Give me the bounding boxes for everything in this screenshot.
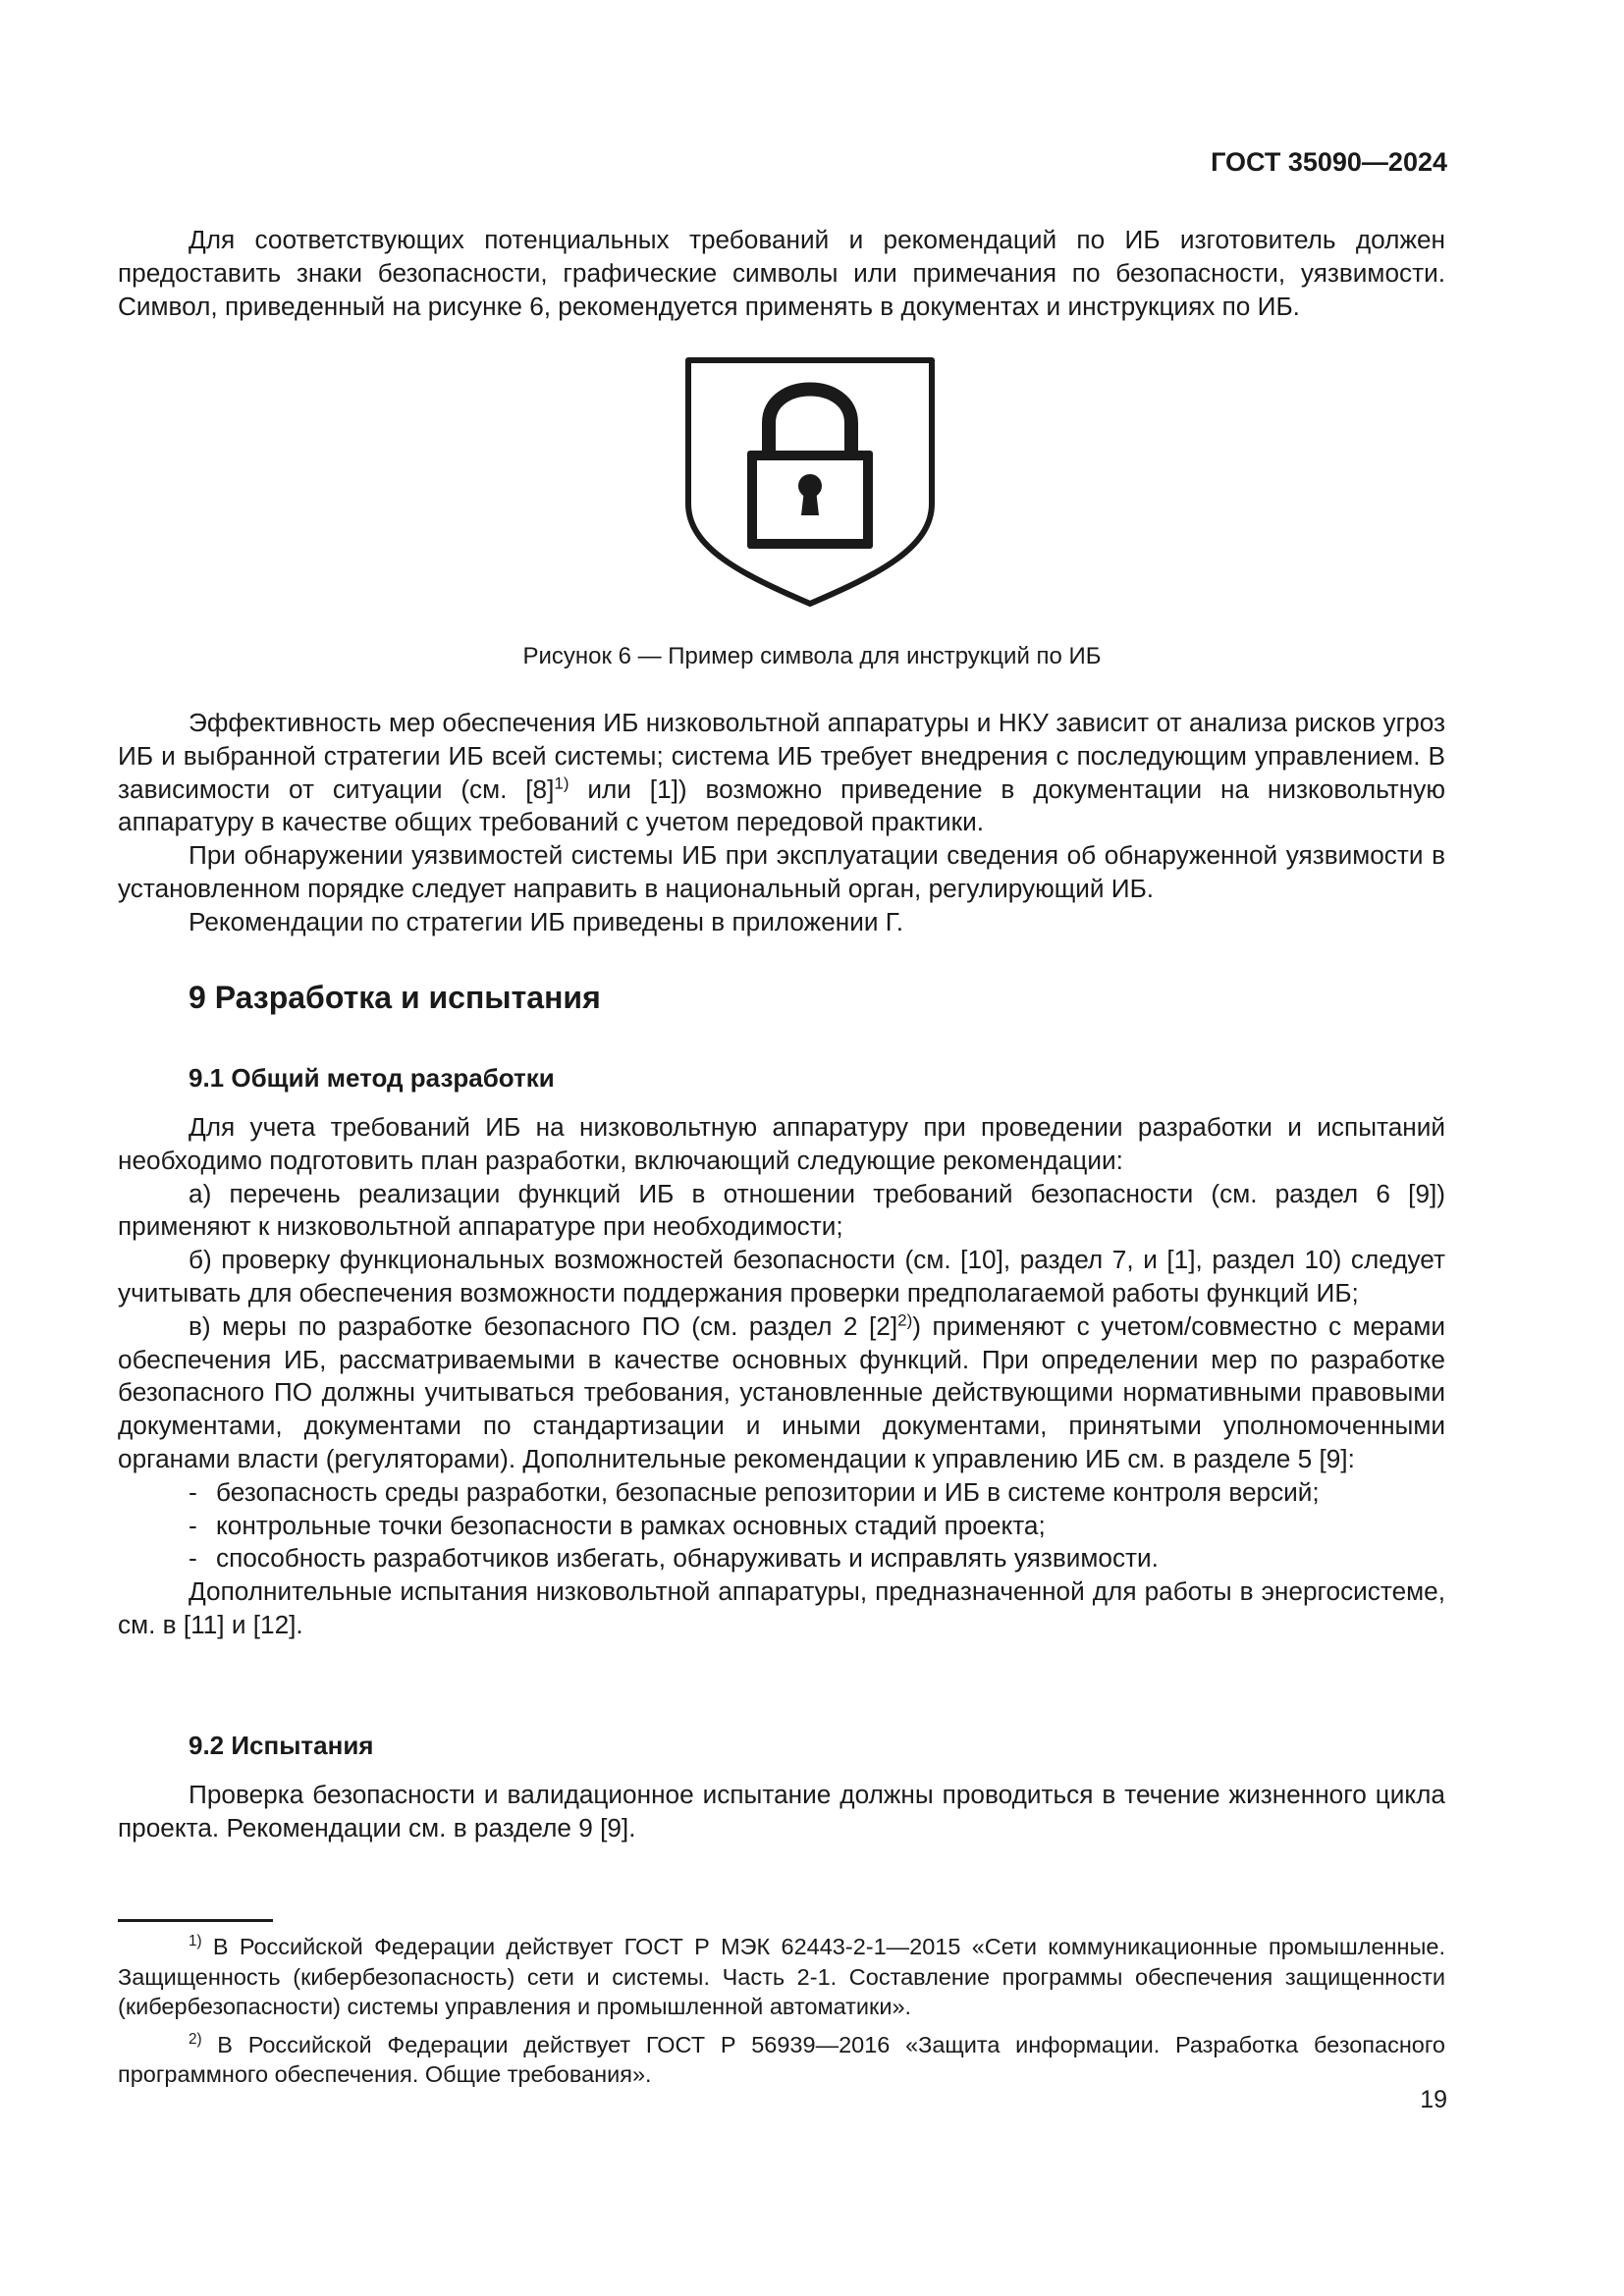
shield-lock-icon	[682, 356, 938, 612]
intro-block	[118, 224, 1445, 323]
strategy-paragraph: Рекомендации по стратегии ИБ приведены в приложении Г.	[189, 906, 904, 936]
subsection-9-1-body	[118, 1111, 1445, 1642]
figure-caption: Рисунок 6 — Пример символа для инструкций по ИБ	[522, 643, 1102, 669]
footnote-2: $^{2)}$ В Российской Федерации действует ГОСТ Р 56939—2016 «Защита информации. Разработка безопасного программного обеспечения. Общие требования».	[118, 2030, 1445, 2087]
footnote-separator	[118, 1919, 273, 1922]
footnotes	[118, 1932, 1445, 2090]
subsection-9-2-body	[118, 1779, 1445, 1845]
dash-list-item: - контрольные точки безопасности в рамках основных стадий проекта;	[189, 1510, 1046, 1540]
list-item-b: б) проверку функциональных возможностей безопасности (см. [10], раздел 7, и [1], раздел 10) следует учитывать для обеспечения возможности поддержания проверки предполагаемой работы функций ИБ;	[118, 1245, 1445, 1308]
testing-paragraph: Проверка безопасности и валидационное испытание должны проводиться в течение жизненного цикла проекта. Рекомендации см. в разделе 9 [9].	[118, 1780, 1445, 1842]
document-code-header: ГОСТ 35090—2024	[1211, 147, 1447, 177]
dash-list-item: - способность разработчиков избегать, обнаруживать и исправлять уязвимости.	[189, 1543, 1159, 1574]
section-9-title: 9 Разработка и испытания	[189, 980, 601, 1015]
effectiveness-paragraph: Эффективность мер обеспечения ИБ низковольтной аппаратуры и НКУ зависит от анализа рисков угроз ИБ и выбранной стратегии ИБ всей системы; система ИБ требует внедрения с последующим управлением. В зависимости от ситуации (см. $[8]^{1)}$ или [1]) возможно приведение в документации на низковольтную аппаратуру в качестве общих требований с учетом передовой практики.	[118, 708, 1445, 837]
subsection-9-1-title: 9.1 Общий метод разработки	[189, 1063, 555, 1093]
footnote-ref-2: 2)	[897, 1310, 913, 1330]
list-item-a: а) перечень реализации функций ИБ в отношении требований безопасности (см. раздел 6 [9]) применяют к низковольтной аппаратуре при необходимости;	[118, 1178, 1445, 1242]
page-number: 19	[1420, 2086, 1447, 2113]
additional-tests-paragraph: Дополнительные испытания низковольтной аппаратуры, предназначенной для работы в энергосистеме, см. в [11] и [12].	[118, 1576, 1445, 1639]
footnote-1: $^{1)}$ В Российской Федерации действует ГОСТ Р МЭК 62443-2-1—2015 «Сети коммуникационные промышленные. Защищенность (кибербезопасность) сети и системы. Часть 2-1. Составление программы обеспечения защищенности (кибербезопасности) системы управления и промышленной автоматики».	[118, 1933, 1445, 2019]
intro-paragraph: Для соответствующих потенциальных требований и рекомендаций по ИБ изготовитель должен предоставить знаки безопасности, графические символы или примечания по безопасности, уязвимости. Символ, приведенный на рисунке 6, рекомендуется применять в документах и инструкциях по ИБ.	[118, 225, 1445, 321]
section8-tail	[118, 707, 1445, 939]
dash-list-item: - безопасность среды разработки, безопасные репозитории и ИБ в системе контроля версий;	[189, 1476, 1320, 1507]
list-item-c: в) меры по разработке безопасного ПО (см. раздел 2 $[2]^{2)}$) применяют с учетом/совместно с мерами обеспечения ИБ, рассматриваемыми в качестве основных функций. При определении мер по разработке безопасного ПО должны учитываться требования, установленные действующими нормативными правовыми документами, документами по стандартизации и иными документами, принятыми уполномоченными органами власти (регуляторами). Дополнительные рекомендации к управлению ИБ см. в разделе 5 [9]:	[118, 1310, 1445, 1473]
plan-paragraph: Для учета требований ИБ на низковольтную аппаратуру при проведении разработки и испытаний необходимо подготовить план разработки, включающий следующие рекомендации:	[118, 1112, 1445, 1175]
subsection-9-2-title: 9.2 Испытания	[189, 1731, 374, 1760]
footnote-ref-1: 1)	[554, 773, 569, 792]
vulnerability-paragraph: При обнаружении уязвимостей системы ИБ при эксплуатации сведения об обнаруженной уязвимости в установленном порядке следует направить в национальный орган, регулирующий ИБ.	[118, 840, 1445, 903]
